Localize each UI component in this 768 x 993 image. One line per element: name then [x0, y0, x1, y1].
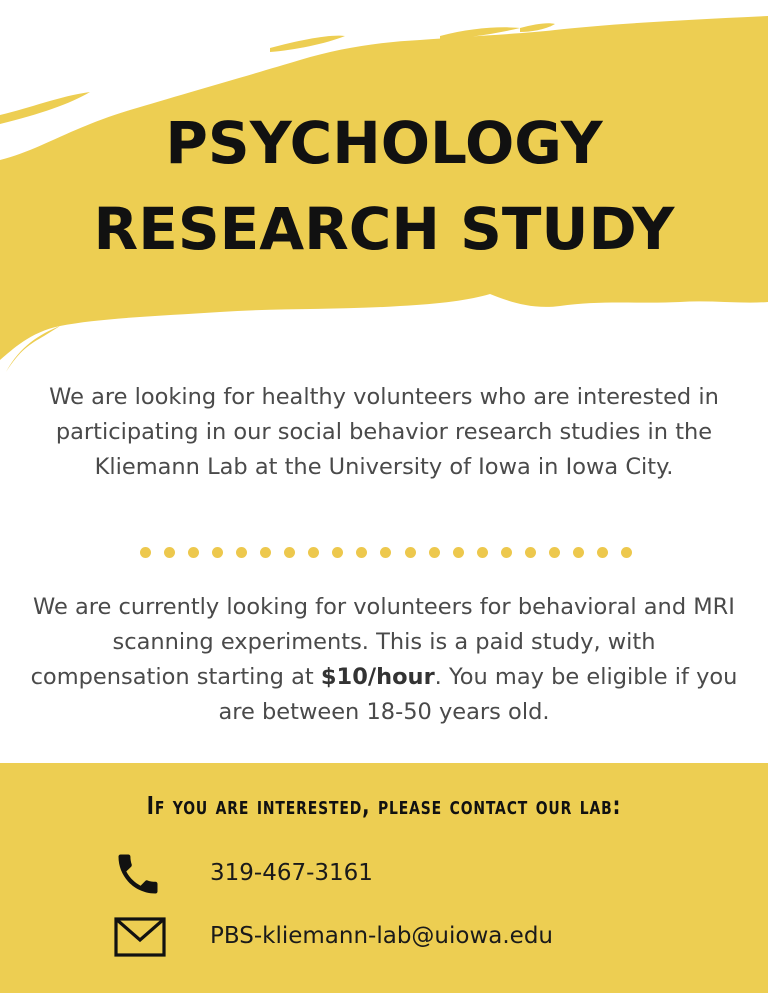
- divider-dot: [140, 547, 151, 558]
- details-paragraph: [30, 590, 738, 730]
- dotted-divider: [140, 546, 632, 558]
- phone-icon: [112, 848, 164, 900]
- divider-dot: [621, 547, 632, 558]
- divider-dot: [164, 547, 175, 558]
- compensation-amount: $10/hour: [320, 664, 435, 690]
- divider-dot: [525, 547, 536, 558]
- contact-heading: If you are interested, please contact our lab:: [146, 791, 622, 820]
- divider-dot: [260, 547, 271, 558]
- divider-dot: [477, 547, 488, 558]
- divider-dot: [380, 547, 391, 558]
- page-title-line-2: RESEARCH STUDY: [93, 195, 675, 263]
- divider-dot: [332, 547, 343, 558]
- divider-dot: [356, 547, 367, 558]
- divider-dot: [212, 547, 223, 558]
- divider-dot: [573, 547, 584, 558]
- page-title-line-1: PSYCHOLOGY: [165, 109, 603, 177]
- divider-dot: [549, 547, 560, 558]
- divider-dot: [429, 547, 440, 558]
- envelope-icon: [114, 916, 166, 958]
- details-text-after: . You may be eligible if you are between 18-50 years old.: [218, 664, 738, 725]
- divider-dot: [501, 547, 512, 558]
- divider-dot: [236, 547, 247, 558]
- phone-number[interactable]: 319-467-3161: [210, 860, 373, 886]
- divider-dot: [453, 547, 464, 558]
- divider-dot: [405, 547, 416, 558]
- divider-dot: [308, 547, 319, 558]
- divider-dot: [188, 547, 199, 558]
- intro-paragraph: We are looking for healthy volunteers who are interested in participating in our social behavior research studies in the Kliemann Lab at the University of Iowa in Iowa City.: [49, 384, 719, 480]
- divider-dot: [597, 547, 608, 558]
- divider-dot: [284, 547, 295, 558]
- details-text-before: We are currently looking for volunteers for behavioral and MRI scanning experiments. This is a paid study, with compensation starting at: [30, 594, 735, 690]
- email-address[interactable]: PBS-kliemann-lab@uiowa.edu: [210, 923, 554, 949]
